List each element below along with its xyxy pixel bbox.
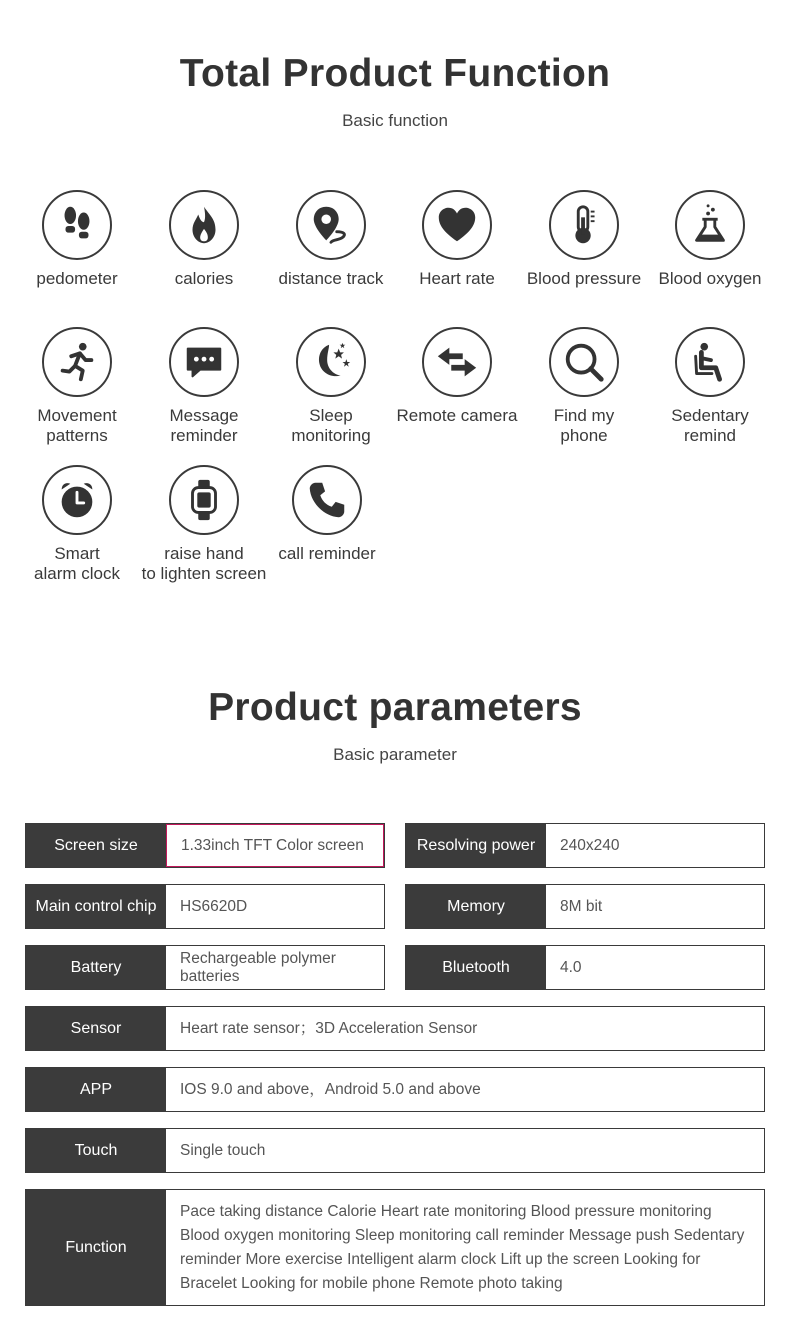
feature-label: raise hand to lighten screen (141, 544, 267, 583)
feature-label: Remote camera (396, 406, 518, 425)
alarm-clock-icon (42, 465, 112, 535)
param-battery (25, 945, 385, 990)
phone-icon (292, 465, 362, 535)
footprints-icon (42, 190, 112, 260)
parameters-subtitle: Basic parameter (333, 745, 457, 764)
param-main-chip (25, 884, 385, 929)
param-touch (25, 1128, 765, 1173)
magnifier-icon (549, 327, 619, 397)
chat-bubble-icon (169, 327, 239, 397)
feature-label: calories (174, 269, 234, 288)
param-key: APP (26, 1068, 166, 1111)
param-value: Rechargeable polymer batteries (166, 946, 384, 989)
thermometer-icon (549, 190, 619, 260)
param-value: Single touch (166, 1129, 764, 1172)
flame-icon (169, 190, 239, 260)
feature-label: Blood oxygen (658, 269, 762, 288)
param-value: 4.0 (546, 946, 764, 989)
parameters-title: Product parameters (208, 686, 582, 729)
param-screen-size (25, 823, 385, 868)
location-pin-icon (296, 190, 366, 260)
param-key: Bluetooth (406, 946, 546, 989)
param-app (25, 1067, 765, 1112)
feature-sleep-monitoring (265, 327, 397, 446)
feature-distance-track (265, 190, 397, 289)
param-key: Main control chip (26, 885, 166, 928)
feature-label: call reminder (278, 544, 376, 563)
feature-heart-rate (391, 190, 523, 289)
feature-pedometer (11, 190, 143, 289)
function-title: Total Product Function (179, 52, 611, 95)
feature-label: Message reminder (169, 406, 239, 445)
param-value: Pace taking distance Calorie Heart rate monitoring Blood pressure monitoring Blood oxygen monitoring Sleep monitoring call reminder Message push Sedentary reminder More exercise Intelligent alarm clock Lift up the screen Looking for Bracelet Looking for mobile phone Remote photo taking (166, 1190, 764, 1305)
heart-icon (422, 190, 492, 260)
function-subtitle: Basic function (342, 111, 448, 130)
feature-label: pedometer (36, 269, 118, 288)
param-value: 1.33inch TFT Color screen (166, 824, 384, 867)
seated-person-icon (675, 327, 745, 397)
param-value: 240x240 (546, 824, 764, 867)
moon-stars-icon (296, 327, 366, 397)
feature-blood-oxygen (644, 190, 776, 289)
param-key: Sensor (26, 1007, 166, 1050)
feature-label: distance track (278, 269, 384, 288)
feature-raise-hand (138, 465, 270, 584)
param-key: Screen size (26, 824, 166, 867)
feature-label: Find my phone (553, 406, 615, 445)
feature-call-reminder (261, 465, 393, 564)
feature-smart-alarm-clock (11, 465, 143, 584)
feature-calories (138, 190, 270, 289)
feature-find-my-phone (518, 327, 650, 446)
param-key: Touch (26, 1129, 166, 1172)
feature-blood-pressure (518, 190, 650, 289)
feature-label: Blood pressure (526, 269, 642, 288)
swap-arrows-icon (422, 327, 492, 397)
smartwatch-icon (169, 465, 239, 535)
param-key: Function (26, 1190, 166, 1305)
param-value: Heart rate sensor；3D Acceleration Sensor (166, 1007, 764, 1050)
param-value: HS6620D (166, 885, 384, 928)
param-value: IOS 9.0 and above，Android 5.0 and above (166, 1068, 764, 1111)
param-key: Memory (406, 885, 546, 928)
feature-label: Sleep monitoring (291, 406, 371, 445)
feature-label: Sedentary remind (671, 406, 749, 445)
feature-label: Smart alarm clock (34, 544, 120, 583)
param-key: Battery (26, 946, 166, 989)
param-key: Resolving power (406, 824, 546, 867)
param-value: 8M bit (546, 885, 764, 928)
feature-label: Heart rate (419, 269, 495, 288)
param-function (25, 1189, 765, 1306)
feature-sedentary-remind (644, 327, 776, 446)
feature-message-reminder (138, 327, 270, 446)
running-man-icon (42, 327, 112, 397)
feature-remote-camera (391, 327, 523, 426)
param-bluetooth (405, 945, 765, 990)
feature-movement-patterns (11, 327, 143, 446)
param-sensor (25, 1006, 765, 1051)
flask-icon (675, 190, 745, 260)
feature-label: Movement patterns (37, 406, 117, 445)
param-memory (405, 884, 765, 929)
param-resolving-power (405, 823, 765, 868)
